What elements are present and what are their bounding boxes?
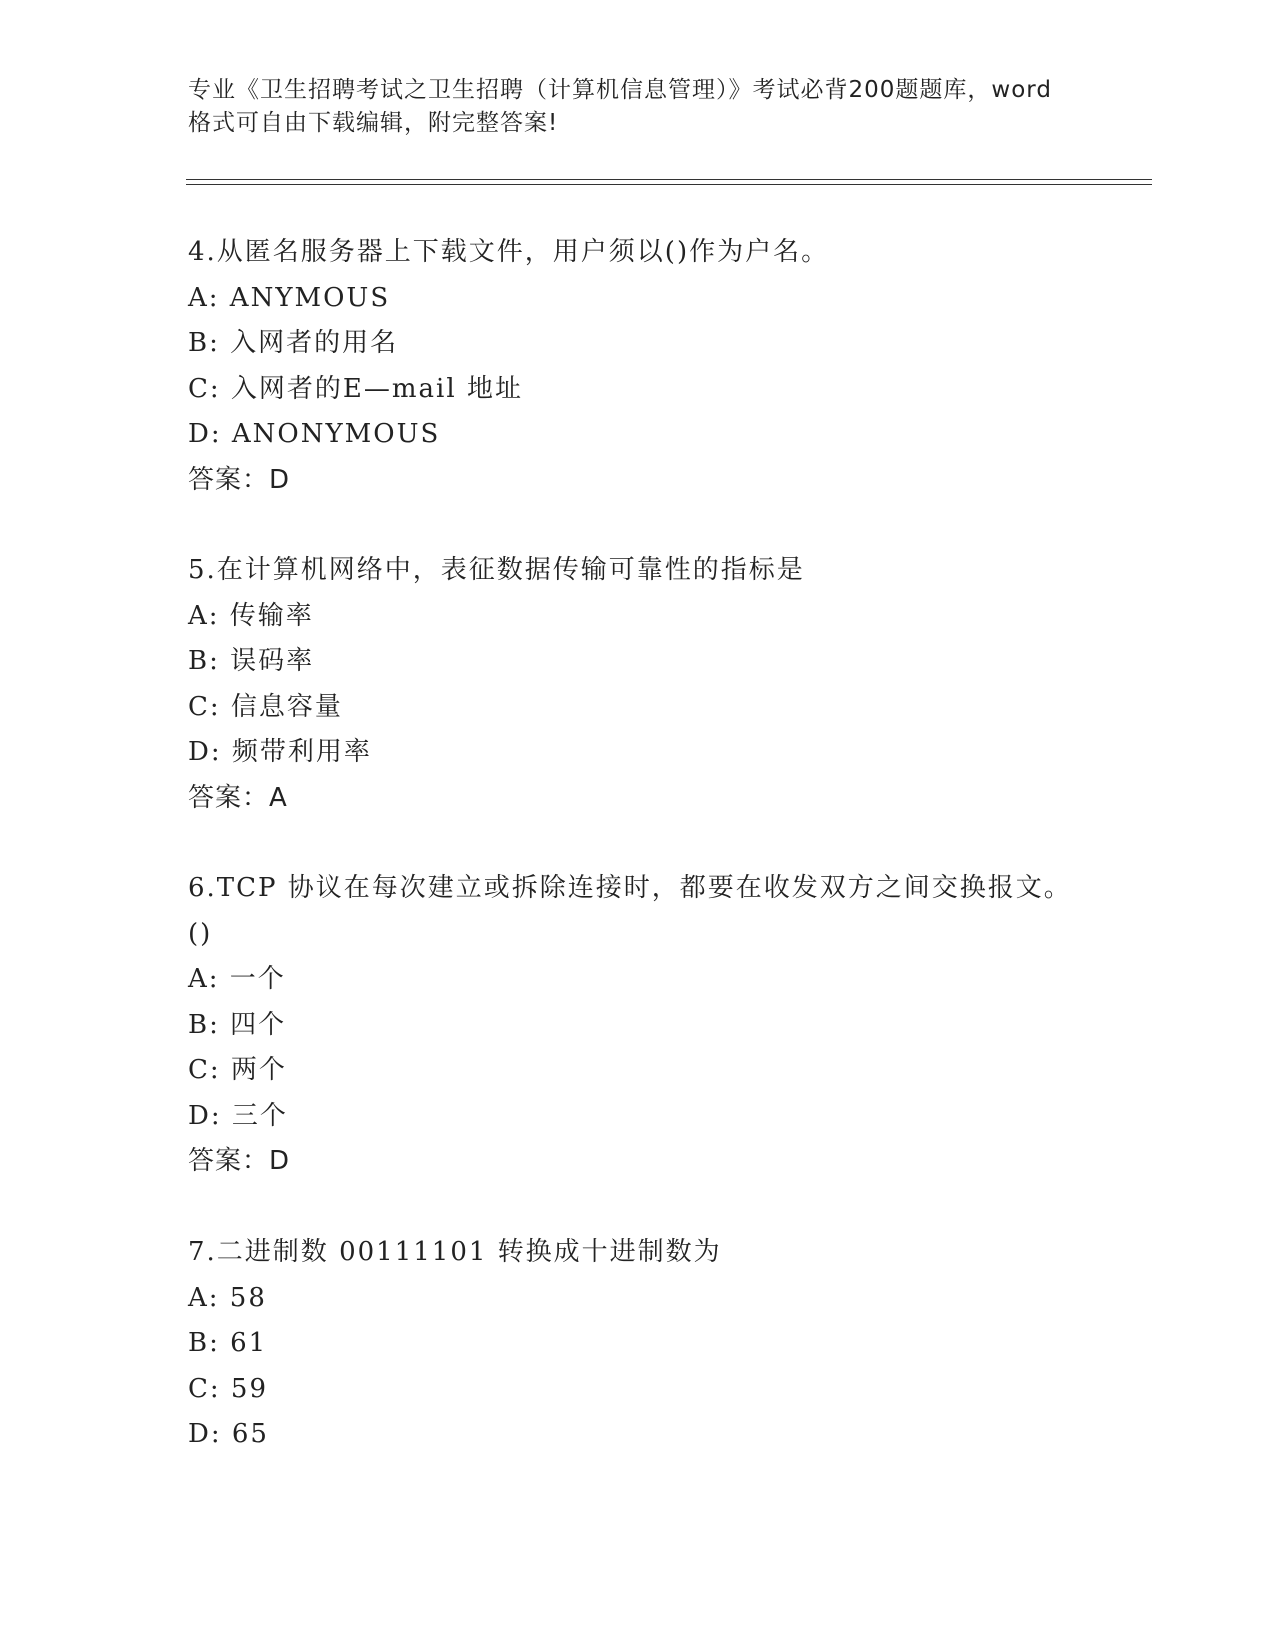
header-line-2: 格式可自由下载编辑，附完整答案! bbox=[188, 110, 559, 136]
option-c: C: 入网者的E—mail 地址 bbox=[188, 373, 523, 404]
answer: 答案：A bbox=[188, 782, 288, 813]
question-stem: 5.在计算机网络中，表征数据传输可靠性的指标是 bbox=[188, 555, 805, 585]
option-d: D: 三个 bbox=[188, 1100, 288, 1131]
option-b: B: 四个 bbox=[188, 1009, 287, 1040]
question-4 bbox=[188, 230, 1148, 503]
option-a: A: 传输率 bbox=[188, 600, 314, 631]
question-stem: 6.TCP 协议在每次建立或拆除连接时，都要在收发双方之间交换报文。 bbox=[188, 873, 1072, 903]
question-stem: 4.从匿名服务器上下载文件，用户须以()作为户名。 bbox=[188, 237, 830, 267]
option-c: C: 59 bbox=[188, 1373, 269, 1404]
option-d: D: 频带利用率 bbox=[188, 737, 372, 767]
question-stem-continuation: () bbox=[188, 918, 213, 949]
document-header bbox=[188, 74, 1088, 140]
option-d: D: ANONYMOUS bbox=[188, 419, 441, 449]
option-c: C: 信息容量 bbox=[188, 691, 343, 722]
option-b: B: 61 bbox=[188, 1328, 268, 1358]
option-a: A: 58 bbox=[188, 1282, 267, 1313]
option-b: B: 入网者的用名 bbox=[188, 328, 399, 358]
option-c: C: 两个 bbox=[188, 1055, 287, 1085]
option-a: A: 一个 bbox=[188, 964, 286, 994]
header-rule-top bbox=[186, 179, 1152, 180]
question-5 bbox=[188, 548, 1148, 821]
answer: 答案：D bbox=[188, 1146, 291, 1176]
question-6 bbox=[188, 866, 1148, 1185]
option-b: B: 误码率 bbox=[188, 646, 315, 676]
header-line-1: 专业《卫生招聘考试之卫生招聘（计算机信息管理）》考试必背200题题库，word bbox=[188, 77, 1052, 103]
question-stem: 7.二进制数 00111101 转换成十进制数为 bbox=[188, 1237, 722, 1267]
question-7 bbox=[188, 1230, 1148, 1458]
answer: 答案：D bbox=[188, 464, 291, 495]
option-a: A: ANYMOUS bbox=[188, 282, 391, 313]
header-rule-bottom bbox=[186, 184, 1152, 185]
option-d: D: 65 bbox=[188, 1419, 269, 1449]
